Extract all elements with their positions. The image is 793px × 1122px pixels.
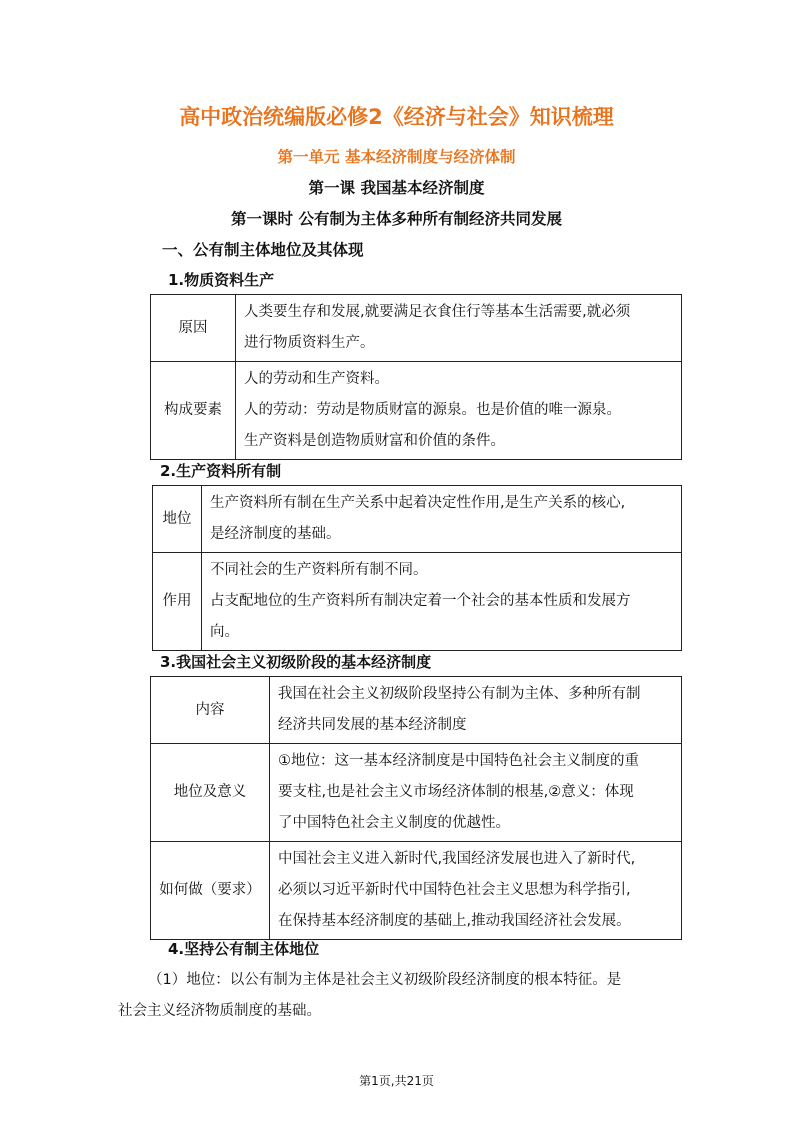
sub3-table — [150, 676, 682, 940]
content-line: 不同社会的生产资料所有制不同。 — [210, 562, 428, 578]
row-label: 地位 — [153, 486, 202, 553]
paragraph-line: （1）地位：以公有制为主体是社会主义初级阶段经济制度的根本特征。是 — [148, 972, 622, 988]
content-line: 在保持基本经济制度的基础上,推动我国经济社会发展。 — [278, 913, 631, 929]
table-row — [151, 362, 682, 460]
sub3-heading: 3.我国社会主义初级阶段的基本经济制度 — [160, 653, 432, 671]
table-row — [151, 744, 682, 842]
table-row — [151, 842, 682, 940]
content-line: 是经济制度的基础。 — [210, 526, 341, 542]
table-row — [151, 295, 682, 362]
table-row — [153, 486, 682, 553]
content-line: ①地位：这一基本经济制度是中国特色社会主义制度的重 — [278, 753, 639, 769]
section-heading: 一、公有制主体地位及其体现 — [162, 241, 364, 259]
row-content — [270, 677, 682, 744]
content-line: 进行物质资料生产。 — [244, 335, 375, 351]
content-line: 必须以习近平新时代中国特色社会主义思想为科学指引, — [278, 882, 631, 898]
content-line: 了中国特色社会主义制度的优越性。 — [278, 815, 510, 831]
content-line: 向。 — [210, 624, 239, 640]
row-content — [270, 744, 682, 842]
sub4-heading: 4.坚持公有制主体地位 — [168, 940, 320, 958]
paragraph-line: 社会主义经济物质制度的基础。 — [118, 1003, 321, 1019]
row-label: 地位及意义 — [151, 744, 270, 842]
row-label: 如何做（要求） — [151, 842, 270, 940]
content-line: 经济共同发展的基本经济制度 — [278, 717, 467, 733]
content-line: 人的劳动和生产资料。 — [244, 371, 389, 387]
row-label: 作用 — [153, 553, 202, 651]
table-row — [153, 553, 682, 651]
content-line: 生产资料所有制在生产关系中起着决定性作用,是生产关系的核心, — [210, 495, 626, 511]
row-label: 内容 — [151, 677, 270, 744]
document-title: 高中政治统编版必修2《经济与社会》知识梳理 — [179, 105, 614, 129]
sub2-heading: 2.生产资料所有制 — [160, 462, 282, 480]
row-content — [236, 362, 682, 460]
page-number: 第1页,共21页 — [359, 1074, 434, 1088]
content-line: 生产资料是创造物质财富和价值的条件。 — [244, 433, 505, 449]
content-line: 人类要生存和发展,就要满足衣食住行等基本生活需要,就必须 — [244, 304, 631, 320]
lesson-heading: 第一课 我国基本经济制度 — [308, 179, 485, 197]
content-line: 中国社会主义进入新时代,我国经济发展也进入了新时代, — [278, 851, 636, 867]
sub1-heading: 1.物质资料生产 — [168, 271, 275, 289]
sub2-table — [152, 485, 682, 651]
row-content — [202, 553, 682, 651]
content-line: 人的劳动：劳动是物质财富的源泉。也是价值的唯一源泉。 — [244, 402, 621, 418]
row-content — [270, 842, 682, 940]
table-row — [151, 677, 682, 744]
row-content — [202, 486, 682, 553]
row-label: 构成要素 — [151, 362, 236, 460]
unit-heading: 第一单元 基本经济制度与经济体制 — [277, 148, 516, 166]
period-heading: 第一课时 公有制为主体多种所有制经济共同发展 — [231, 210, 562, 228]
content-line: 我国在社会主义初级阶段坚持公有制为主体、多种所有制 — [278, 686, 641, 702]
content-line: 要支柱,也是社会主义市场经济体制的根基,②意义：体现 — [278, 784, 634, 800]
sub1-table — [150, 294, 682, 460]
row-content — [236, 295, 682, 362]
content-line: 占支配地位的生产资料所有制决定着一个社会的基本性质和发展方 — [210, 593, 631, 609]
row-label: 原因 — [151, 295, 236, 362]
